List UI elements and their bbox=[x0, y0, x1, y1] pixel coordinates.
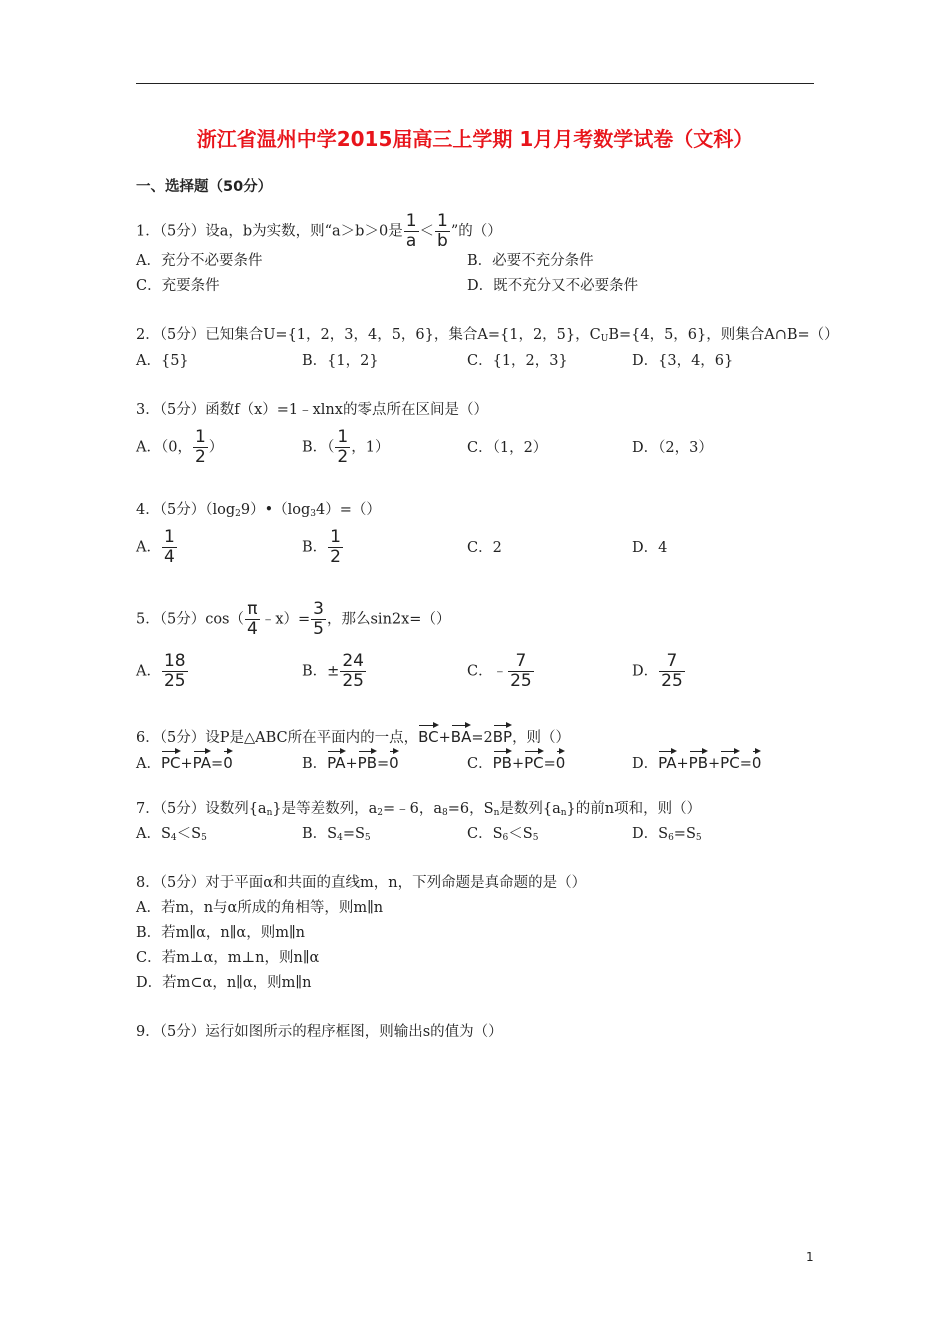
question-3: 3．（5分）函数f（x）=1﹣xlnx的零点所在区间是（） bbox=[136, 402, 488, 418]
vector-bp: BP bbox=[493, 724, 512, 746]
vector-bc: BC bbox=[418, 724, 439, 746]
q5-option-c[interactable]: C．﹣ $\frac{7}{25}$ bbox=[467, 651, 532, 691]
vector-ba: BA bbox=[451, 724, 472, 746]
q7-option-d[interactable]: D．$S_6=S_5$ bbox=[632, 826, 702, 843]
q7-option-a[interactable]: A．$S_4<S_5$ bbox=[136, 826, 207, 843]
q5-option-d[interactable]: D． $\frac{7}{25}$ bbox=[632, 651, 683, 691]
q2-option-d[interactable]: D．{3，4，6} bbox=[632, 353, 734, 369]
q2-option-b[interactable]: B．{1，2} bbox=[302, 353, 379, 369]
question-8: 8．（5分）对于平面α和共面的直线m，n，下列命题是真命题的是（） bbox=[136, 875, 587, 891]
fraction: $\frac{1}{b}$ bbox=[437, 211, 448, 251]
fraction: $\frac{1}{a}$ bbox=[405, 211, 417, 251]
q8-option-b[interactable]: B．若m∥α，n∥α，则m∥n bbox=[136, 925, 306, 941]
q8-option-d[interactable]: D．若m⊂α，n∥α，则m∥n bbox=[136, 975, 312, 991]
question-5: 5．（5分）cos（ $\frac{\pi}{4}$ ﹣x）= $\frac{3}{5}$ ，那么sin2x=（） bbox=[136, 599, 451, 639]
q4-option-b[interactable]: B． $\frac{1}{2}$ bbox=[302, 527, 341, 567]
less-than: ＜ bbox=[419, 223, 435, 240]
q1-stem-end: ”的（） bbox=[450, 223, 502, 240]
q4-option-d[interactable]: D．4 bbox=[632, 540, 668, 556]
header-rule bbox=[136, 83, 814, 84]
q3-option-a[interactable]: A．（0， $\frac{1}{2}$ ） bbox=[136, 427, 224, 467]
q2-option-a[interactable]: A．{5} bbox=[136, 353, 189, 369]
q6-option-a[interactable]: A．PC+PA=0 bbox=[136, 750, 233, 773]
q1-option-b[interactable]: B．必要不充分条件 bbox=[467, 253, 594, 269]
q1-option-c[interactable]: C．充要条件 bbox=[136, 278, 220, 294]
question-2: 2．（5分）已知集合U={1，2，3，4，5，6}，集合A={1，2，5}，$C_UB=\{4$，5，6}，则集合A∩B=（） bbox=[136, 327, 839, 344]
q5-option-b[interactable]: B．± $\frac{24}{25}$ bbox=[302, 651, 364, 691]
page-title: 浙江省温州中学2015届高三上学期 1月月考数学试卷（文科） bbox=[196, 127, 754, 151]
q2-option-c[interactable]: C．{1，2，3} bbox=[467, 353, 568, 369]
q6-option-d[interactable]: D．PA+PB+PC=0 bbox=[632, 750, 761, 773]
q8-option-a[interactable]: A．若m，n与α所成的角相等，则m∥n bbox=[136, 900, 384, 916]
q3-option-c[interactable]: C．（1，2） bbox=[467, 440, 548, 456]
q8-option-c[interactable]: C．若m⊥α，m⊥n，则n∥α bbox=[136, 950, 320, 966]
q1-option-a[interactable]: A．充分不必要条件 bbox=[136, 253, 263, 269]
question-6: 6．（5分）设P是△ABC所在平面内的一点，BC+BA=2BP，则（） bbox=[136, 724, 570, 747]
q3-option-d[interactable]: D．（2，3） bbox=[632, 440, 713, 456]
q1-option-d[interactable]: D．既不充分又不必要条件 bbox=[467, 278, 639, 294]
question-7: 7．（5分）设数列$\{a_n\}$是等差数列，$a_2=﹣6$，$a_8=6$，$S_n$是数列$\{a_n\}$的前n项和，则（） bbox=[136, 801, 702, 818]
q3-option-b[interactable]: B．（ $\frac{1}{2}$ ，1） bbox=[302, 427, 390, 467]
q1-stem: 1．（5分）设a，b为实数，则“a＞b＞0是 bbox=[136, 223, 403, 240]
q6-option-c[interactable]: C．PB+PC=0 bbox=[467, 750, 565, 773]
question-4: 4．（5分）$(\log_29)•(\log_34)=()$ bbox=[136, 502, 381, 519]
q6-option-b[interactable]: B．PA+PB=0 bbox=[302, 750, 399, 773]
question-1 bbox=[136, 212, 502, 251]
question-9: 9．（5分）运行如图所示的程序框图，则输出s的值为（） bbox=[136, 1024, 503, 1040]
section-heading: 一、选择题（50分） bbox=[136, 179, 273, 195]
q5-option-a[interactable]: A． $\frac{18}{25}$ bbox=[136, 651, 186, 691]
page-number: 1 bbox=[806, 1250, 814, 1264]
q4-option-a[interactable]: A． $\frac{1}{4}$ bbox=[136, 527, 175, 567]
q7-option-b[interactable]: B．$S_4=S_5$ bbox=[302, 826, 371, 843]
q7-option-c[interactable]: C．$S_6<S_5$ bbox=[467, 826, 539, 843]
q4-option-c[interactable]: C．2 bbox=[467, 540, 502, 556]
